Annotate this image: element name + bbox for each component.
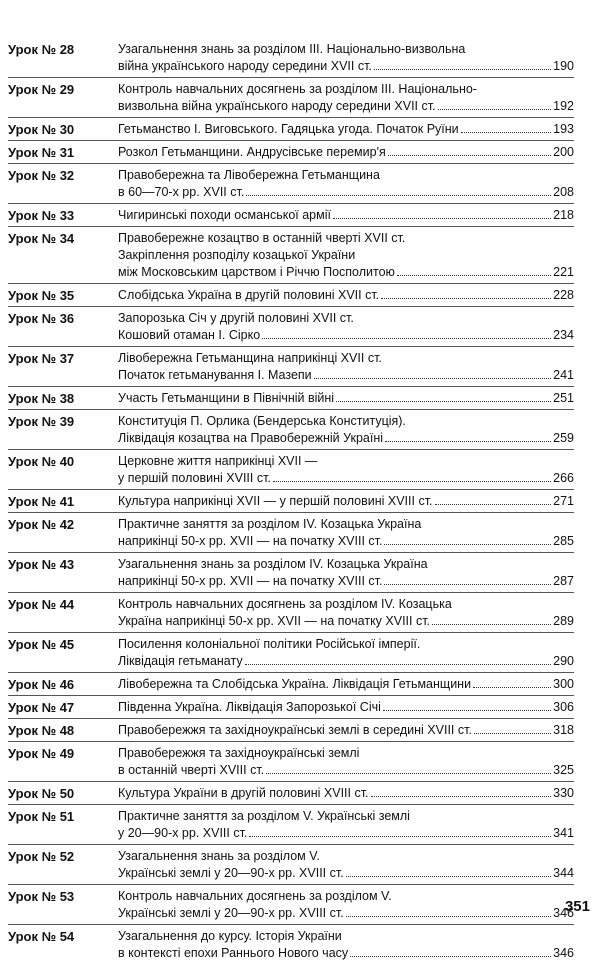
lesson-title: [118, 722, 574, 739]
lesson-title-line: Південна Україна. Ліквідація Запорозької Січі: [118, 700, 381, 714]
dot-leader: [314, 378, 551, 379]
lesson-title: [118, 41, 574, 75]
lesson-title: [118, 310, 574, 344]
lesson-title-line: Правобережжя та західноукраїнські землі: [118, 746, 360, 760]
toc-entry: [8, 226, 574, 283]
page-ref: 341: [553, 826, 574, 840]
lesson-number: Урок № 37: [8, 351, 75, 366]
lesson-number: Урок № 36: [8, 311, 75, 326]
lesson-number: Урок № 41: [8, 494, 75, 509]
dot-leader: [346, 916, 551, 917]
dot-leader: [473, 687, 551, 688]
lesson-title: [118, 888, 574, 922]
toc-entry: [8, 117, 574, 140]
lesson-title-line: Ліквідація козацтва на Правобережній Україні: [118, 431, 384, 445]
lesson-title-line: Посилення колоніальної політики Російської імперії.: [118, 637, 421, 651]
page-ref: 251: [553, 391, 574, 405]
lesson-number: Урок № 48: [8, 723, 75, 738]
dot-leader: [432, 624, 551, 625]
page-ref: 259: [553, 431, 574, 445]
lesson-title-line: Ліквідація гетьманату: [118, 654, 243, 668]
lesson-number: Урок № 38: [8, 391, 75, 406]
page-ref: 290: [553, 654, 574, 668]
toc-entry: [8, 163, 574, 203]
page-ref: 266: [553, 471, 574, 485]
page-ref: 306: [553, 700, 574, 714]
lesson-number: Урок № 46: [8, 677, 75, 692]
toc-entry: [8, 924, 574, 964]
page-ref: 234: [553, 328, 574, 342]
page-ref: 318: [553, 723, 574, 737]
dot-leader: [388, 155, 551, 156]
toc-entry: [8, 844, 574, 884]
lesson-number: Урок № 30: [8, 122, 75, 137]
page-ref: 344: [553, 866, 574, 880]
dot-leader: [435, 504, 552, 505]
lesson-title-line: у 20—90-х рр. XVIII ст.: [118, 826, 248, 840]
lesson-title: [118, 596, 574, 630]
lesson-title: [118, 81, 574, 115]
lesson-title-line: Гетьманство І. Виговського. Гадяцька угода. Початок Руїни: [118, 122, 459, 136]
lesson-title: [118, 390, 574, 407]
dot-leader: [438, 109, 552, 110]
page-ref: 271: [553, 494, 574, 508]
page-ref: 208: [553, 185, 574, 199]
lesson-title: [118, 121, 574, 138]
dot-leader: [350, 956, 551, 957]
page-ref: 193: [553, 122, 574, 136]
toc-entry: [8, 203, 574, 226]
lesson-number: Урок № 40: [8, 454, 75, 469]
lesson-title-line: війна українського народу середини XVII ст.: [118, 59, 372, 73]
lesson-number: Урок № 32: [8, 168, 75, 183]
lesson-title-line: Контроль навчальних досягнень за розділом V.: [118, 889, 392, 903]
lesson-number: Урок № 35: [8, 288, 75, 303]
dot-leader: [385, 441, 551, 442]
lesson-title-line: Контроль навчальних досягнень за розділом IV. Козацька: [118, 597, 452, 611]
lesson-title-line: Україна наприкінці 50-х рр. XVII — на початку XVIII ст.: [118, 614, 431, 628]
toc-entry: [8, 781, 574, 804]
lesson-title-line: між Московським царством і Річчю Посполитою: [118, 265, 395, 279]
lesson-title: [118, 350, 574, 384]
toc-entry: [8, 449, 574, 489]
toc-entry: [8, 77, 574, 117]
toc-entry: [8, 283, 574, 306]
page-ref: 221: [553, 265, 574, 279]
lesson-title: [118, 493, 574, 510]
dot-leader: [266, 773, 551, 774]
dot-leader: [374, 69, 551, 70]
page-ref: 228: [553, 288, 574, 302]
page-ref: 330: [553, 786, 574, 800]
dot-leader: [249, 836, 551, 837]
lesson-number: Урок № 53: [8, 889, 75, 904]
toc-entry: [8, 592, 574, 632]
lesson-title-line: Кошовий отаман І. Сірко: [118, 328, 261, 342]
lesson-title-line: Узагальнення знань за розділом V.: [118, 849, 320, 863]
page-ref: 190: [553, 59, 574, 73]
dot-leader: [474, 733, 551, 734]
lesson-number: Урок № 34: [8, 231, 75, 246]
page-ref: 325: [553, 763, 574, 777]
lesson-title: [118, 167, 574, 201]
lesson-number: Урок № 44: [8, 597, 75, 612]
lesson-number: Урок № 54: [8, 929, 75, 944]
lesson-title-line: Правобережне козацтво в останній чверті XVII ст.: [118, 231, 406, 245]
lesson-title: [118, 745, 574, 779]
dot-leader: [383, 710, 551, 711]
dot-leader: [333, 218, 551, 219]
page-ref: 241: [553, 368, 574, 382]
lesson-title-line: Практичне заняття за розділом V. Українські землі: [118, 809, 410, 823]
page-ref: 285: [553, 534, 574, 548]
lesson-title: [118, 676, 574, 693]
toc-entry: [8, 884, 574, 924]
toc-entry: [8, 695, 574, 718]
page-ref: 192: [553, 99, 574, 113]
lesson-number: Урок № 47: [8, 700, 75, 715]
toc-entry: [8, 672, 574, 695]
lesson-title-line: визвольна війна українського народу середини XVII ст.: [118, 99, 436, 113]
toc-entry: [8, 741, 574, 781]
page-ref: 300: [553, 677, 574, 691]
page-number: 351: [564, 898, 590, 915]
lesson-title-line: Участь Гетьманщини в Північній війні: [118, 391, 335, 405]
lesson-title-line: Українські землі у 20—90-х рр. XVIII ст.: [118, 866, 344, 880]
dot-leader: [336, 401, 551, 402]
lesson-title-line: Узагальнення знань за розділом IV. Козацька Україна: [118, 557, 428, 571]
lesson-title: [118, 144, 574, 161]
page-ref: 287: [553, 574, 574, 588]
lesson-title-line: Узагальнення знань за розділом ІІІ. Національно-визвольна: [118, 42, 466, 56]
lesson-title-line: наприкінці 50-х рр. XVII — на початку XVIII ст.: [118, 534, 383, 548]
dot-leader: [381, 298, 551, 299]
toc-entry: [8, 552, 574, 592]
page-ref: 200: [553, 145, 574, 159]
lesson-title-line: в 60—70-х рр. XVII ст.: [118, 185, 245, 199]
page-ref: 289: [553, 614, 574, 628]
lesson-title: [118, 636, 574, 670]
lesson-number: Урок № 42: [8, 517, 75, 532]
lesson-title: [118, 848, 574, 882]
toc-entry: [8, 632, 574, 672]
lesson-title-line: в останній чверті XVIII ст.: [118, 763, 265, 777]
lesson-title-line: Чигиринські походи османської армії: [118, 208, 331, 222]
lesson-title-line: Українські землі у 20—90-х рр. XVIII ст.: [118, 906, 344, 920]
lesson-title-line: Конституція П. Орлика (Бендерська Конституція).: [118, 414, 406, 428]
lesson-title: [118, 928, 574, 962]
lesson-number: Урок № 51: [8, 809, 75, 824]
lesson-title-line: наприкінці 50-х рр. XVII — на початку XVIII ст.: [118, 574, 383, 588]
lesson-number: Урок № 45: [8, 637, 75, 652]
lesson-title-line: Церковне життя наприкінці XVII —: [118, 454, 318, 468]
table-of-contents: [8, 38, 574, 964]
lesson-title-line: Слобідська Україна в другій половині XVII ст.: [118, 288, 380, 302]
toc-entry: [8, 804, 574, 844]
lesson-title-line: в контексті епохи Раннього Нового часу: [118, 946, 349, 960]
lesson-title: [118, 287, 574, 304]
lesson-title-line: Правобережна та Лівобережна Гетьманщина: [118, 168, 380, 182]
lesson-title: [118, 230, 574, 281]
toc-entry: [8, 718, 574, 741]
page-ref: 346: [553, 906, 574, 920]
dot-leader: [384, 584, 551, 585]
lesson-title-line: Культура України в другій половині XVIII ст.: [118, 786, 369, 800]
lesson-title-line: Закріплення розподілу козацької України: [118, 248, 356, 262]
lesson-title-line: Початок гетьманування І. Мазепи: [118, 368, 312, 382]
dot-leader: [273, 481, 551, 482]
toc-entry: [8, 140, 574, 163]
toc-entry: [8, 489, 574, 512]
lesson-number: Урок № 28: [8, 42, 75, 57]
lesson-title-line: Культура наприкінці XVII — у першій половині XVIII ст.: [118, 494, 433, 508]
dot-leader: [246, 195, 551, 196]
lesson-title: [118, 556, 574, 590]
lesson-number: Урок № 50: [8, 786, 75, 801]
page-ref: 218: [553, 208, 574, 222]
toc-entry: [8, 306, 574, 346]
lesson-number: Урок № 29: [8, 82, 75, 97]
lesson-title-line: Контроль навчальних досягнень за розділом ІІІ. Національно-: [118, 82, 477, 96]
dot-leader: [384, 544, 551, 545]
lesson-title-line: Правобережжя та західноукраїнські землі в середині XVIII ст.: [118, 723, 472, 737]
dot-leader: [371, 796, 552, 797]
dot-leader: [461, 132, 552, 133]
lesson-number: Урок № 52: [8, 849, 75, 864]
lesson-title-line: Розкол Гетьманщини. Андрусівське перемир'я: [118, 145, 386, 159]
toc-entry: [8, 386, 574, 409]
lesson-title: [118, 207, 574, 224]
dot-leader: [245, 664, 552, 665]
lesson-title: [118, 453, 574, 487]
lesson-title-line: Лівобережна Гетьманщина наприкінці XVII ст.: [118, 351, 382, 365]
lesson-number: Урок № 43: [8, 557, 75, 572]
toc-entry: [8, 346, 574, 386]
lesson-title-line: Практичне заняття за розділом IV. Козацька Україна: [118, 517, 422, 531]
lesson-title-line: Узагальнення до курсу. Історія України: [118, 929, 342, 943]
lesson-number: Урок № 39: [8, 414, 75, 429]
toc-entry: [8, 38, 574, 77]
lesson-title-line: Лівобережна та Слобідська Україна. Ліквідація Гетьманщини: [118, 677, 472, 691]
lesson-number: Урок № 31: [8, 145, 75, 160]
toc-entry: [8, 409, 574, 449]
dot-leader: [397, 275, 551, 276]
lesson-title: [118, 785, 574, 802]
lesson-title: [118, 516, 574, 550]
toc-entry: [8, 512, 574, 552]
lesson-title-line: у першій половині XVIII ст.: [118, 471, 271, 485]
lesson-title: [118, 808, 574, 842]
lesson-title: [118, 699, 574, 716]
lesson-title: [118, 413, 574, 447]
lesson-number: Урок № 33: [8, 208, 75, 223]
dot-leader: [346, 876, 551, 877]
lesson-title-line: Запорозька Січ у другій половині XVII ст.: [118, 311, 354, 325]
page-ref: 346: [553, 946, 574, 960]
lesson-number: Урок № 49: [8, 746, 75, 761]
dot-leader: [262, 338, 551, 339]
